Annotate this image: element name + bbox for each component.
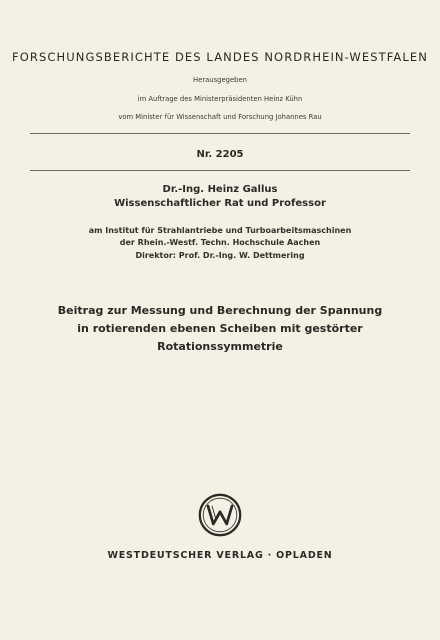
book-title-line: in rotierenden ebenen Scheiben mit gestörter [77,322,363,335]
top-divider [30,133,410,134]
book-title-line: Beitrag zur Messung und Berechnung der Spannung [57,304,383,317]
publisher-logo-icon [198,493,242,537]
institute-director: Direktor: Prof. Dr.-Ing. W. Dettmering [135,251,305,260]
book-title-line: Rotationssymmetrie [157,340,283,353]
institute-line: am Institut für Strahlantriebe und Turboarbeitsmaschinen [88,226,352,235]
author-position: Wissenschaftlicher Rat und Professor [114,198,326,209]
middle-divider [30,170,410,171]
series-title: FORSCHUNGSBERICHTE DES LANDES NORDRHEIN-WESTFALEN [12,50,428,64]
publisher-name: WESTDEUTSCHER VERLAG · OPLADEN [107,550,333,561]
author-name: Dr.-Ing. Heinz Gallus [162,184,278,195]
editor-line: Herausgegeben [193,76,247,84]
editor-line: vom Minister für Wissenschaft und Forschung Johannes Rau [118,113,322,121]
institute-line: der Rhein.-Westf. Techn. Hochschule Aachen [119,238,321,247]
report-number: Nr. 2205 [196,149,244,160]
editor-line: im Auftrage des Ministerpräsidenten Heinz Kühn [137,95,303,103]
